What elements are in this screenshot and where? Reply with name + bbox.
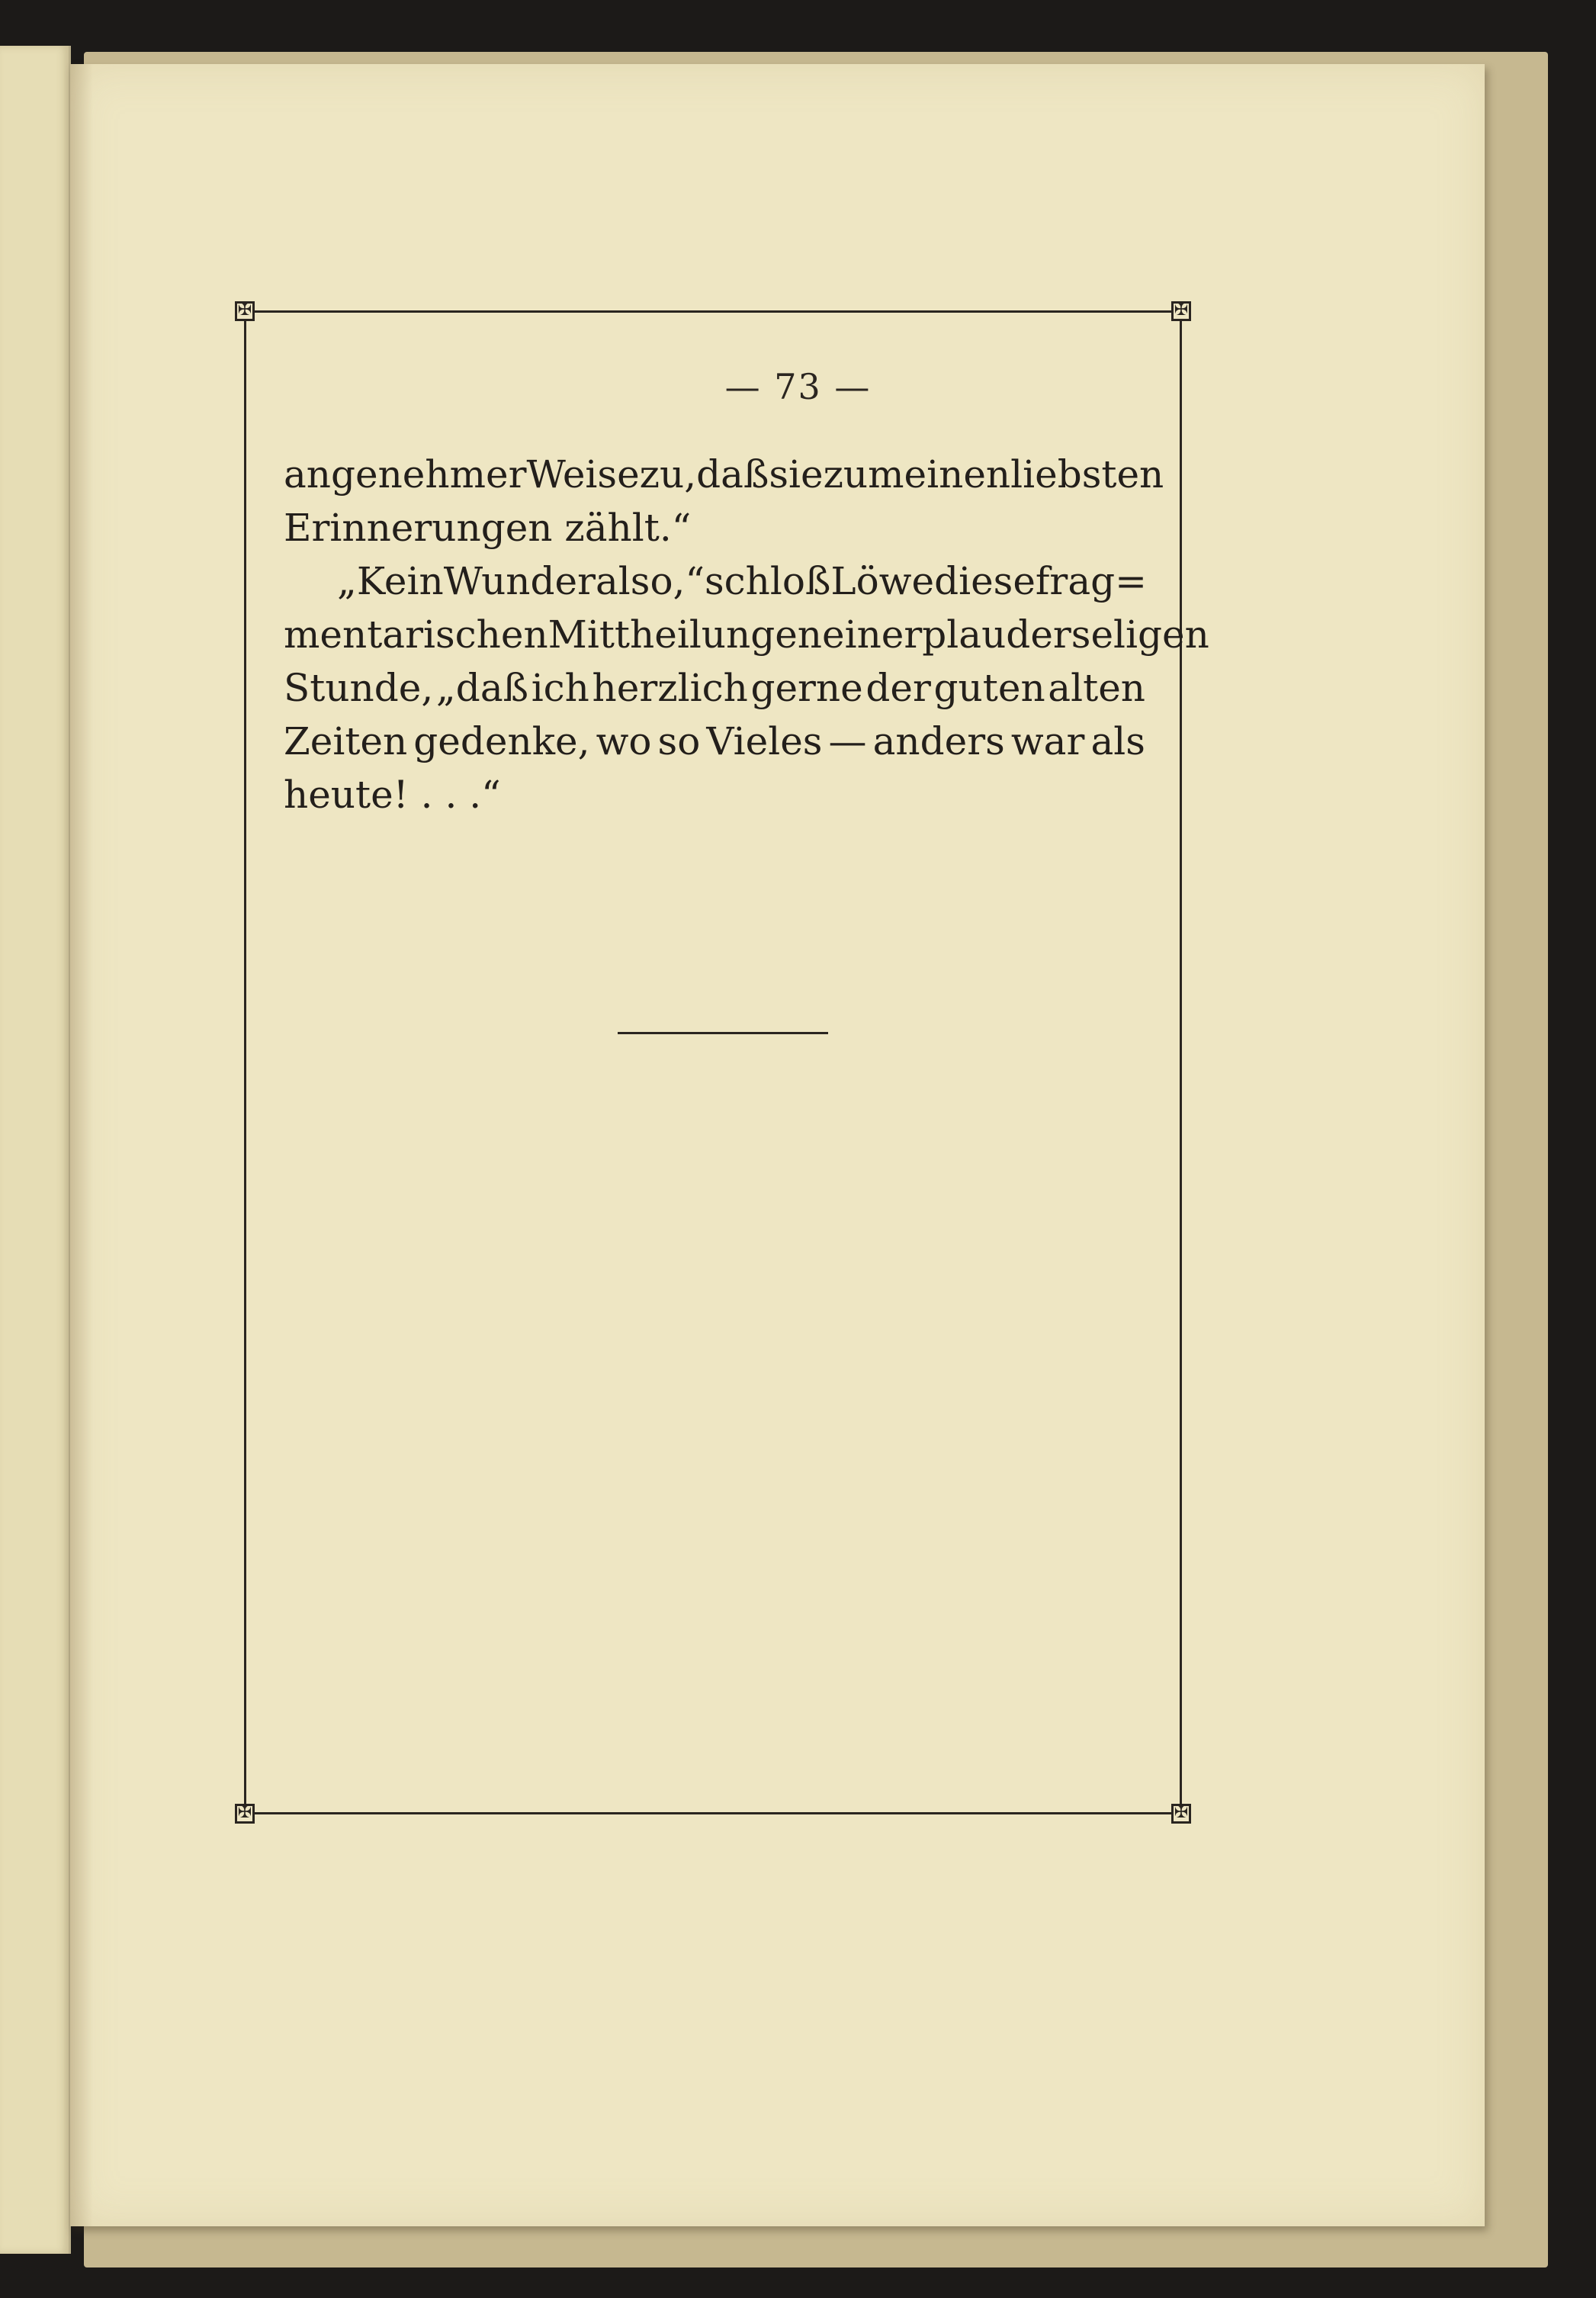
- page-number: — 73 —: [724, 366, 872, 407]
- word: guten: [933, 666, 1045, 710]
- word: daß: [696, 452, 769, 497]
- cross-ornament-icon: ✠: [235, 301, 255, 321]
- cross-ornament-icon: ✠: [1171, 301, 1191, 321]
- word: „daß: [435, 666, 529, 710]
- word: Stunde,: [284, 666, 434, 710]
- word: einer: [822, 612, 923, 657]
- word: angenehmer: [284, 452, 527, 497]
- cross-ornament-icon: ✠: [1171, 1804, 1191, 1824]
- word: herzlich: [592, 666, 748, 710]
- word: Weise: [526, 452, 640, 497]
- cross-ornament-icon: ✠: [235, 1804, 255, 1824]
- word: „Kein: [337, 559, 444, 603]
- word: —: [828, 719, 867, 763]
- word: meinen: [868, 452, 1011, 497]
- text-line: [284, 448, 1164, 501]
- word: diese: [934, 559, 1036, 603]
- word: Vieles: [706, 719, 823, 763]
- word: zu: [823, 452, 869, 497]
- word: war: [1010, 719, 1085, 763]
- word: schloß: [705, 559, 831, 603]
- word: gedenke,: [413, 719, 590, 763]
- text-line: [284, 661, 1145, 715]
- word: wo: [596, 719, 652, 763]
- word: Erinnerungen zählt.“: [284, 506, 692, 550]
- word: sie: [769, 452, 824, 497]
- text-line: [284, 608, 1209, 661]
- word: mentarischen: [284, 612, 548, 657]
- word: der: [865, 666, 931, 710]
- word: also,“: [595, 559, 705, 603]
- word: alten: [1048, 666, 1145, 710]
- text-line: [284, 715, 1145, 768]
- word: frag=: [1035, 559, 1148, 603]
- section-end-rule: [618, 1032, 828, 1034]
- word: Zeiten: [284, 719, 408, 763]
- word: als: [1090, 719, 1145, 763]
- word: gerne: [750, 666, 863, 710]
- word: Löwe: [830, 559, 935, 603]
- text-line: [284, 768, 1145, 821]
- word: zu,: [639, 452, 697, 497]
- text-line: [284, 501, 1145, 554]
- body-text: [284, 448, 1209, 821]
- word: so: [657, 719, 701, 763]
- word: anders: [872, 719, 1005, 763]
- word: plauderseligen: [922, 612, 1209, 657]
- word: ich: [531, 666, 589, 710]
- word: liebsten: [1010, 452, 1164, 497]
- text-line: [284, 554, 1148, 608]
- word: Wunder: [443, 559, 596, 603]
- word: Mittheilungen: [548, 612, 823, 657]
- word: heute! . . .“: [284, 773, 501, 817]
